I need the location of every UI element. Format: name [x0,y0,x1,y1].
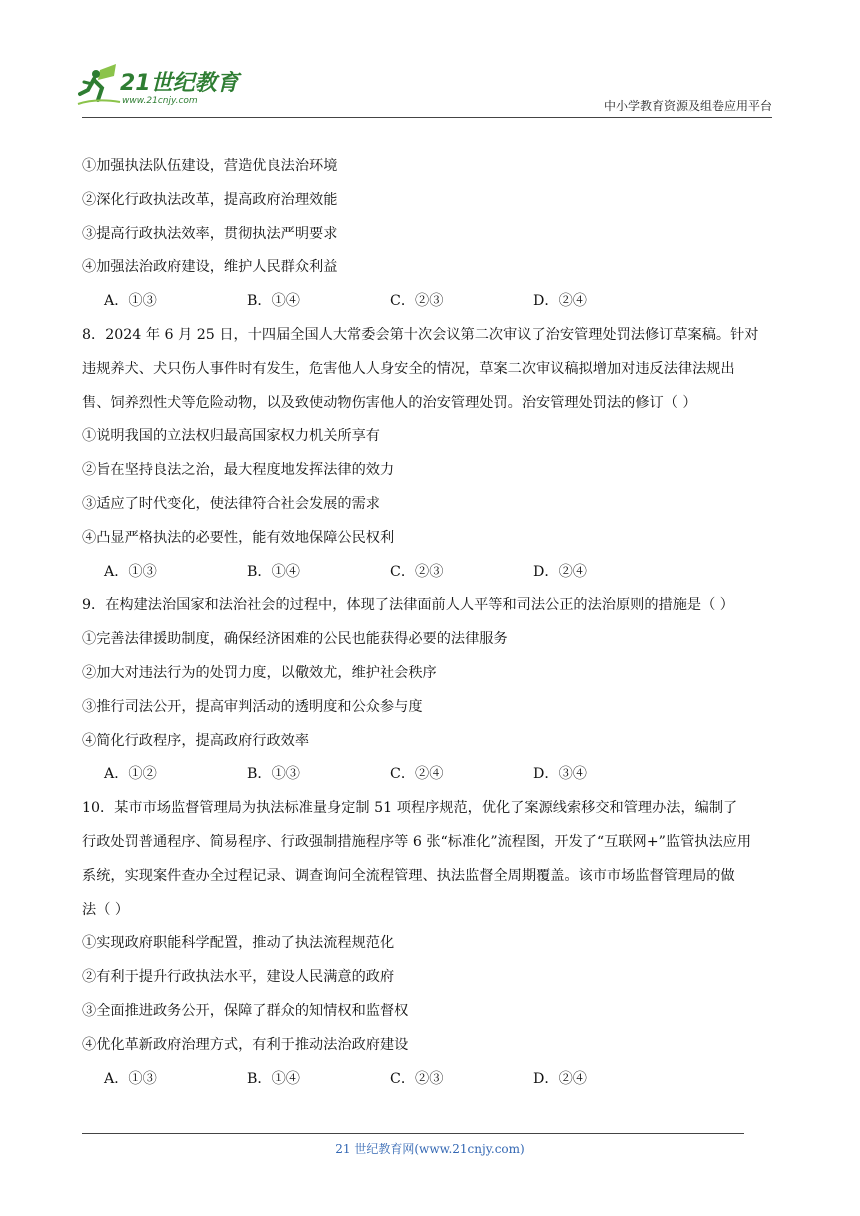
question-9-options [82,758,782,792]
question-9-stem-line-1: 9．在构建法治国家和法治社会的过程中，体现了法律面前人人平等和司法公正的法治原则的措施是（ ） [82,597,734,614]
option-c: C．②③ [390,1070,444,1087]
question-10-item-1: ①实现政府职能科学配置，推动了执法流程规范化 [82,935,395,952]
logo-text: 21世纪教育 [120,71,239,96]
question-8-block [82,319,782,589]
runner-logo-icon [76,64,122,108]
question-7-block [82,150,782,319]
question-9-item-2: ②加大对违法行为的处罚力度，以儆效尤，维护社会秩序 [82,664,437,681]
option-b: B．①④ [247,563,300,580]
option-c: C．②④ [390,766,444,783]
question-10-stem-line-1: 10．某市市场监督管理局为执法标准量身定制 51 项程序规范，优化了案源线索移交和管理办法，编制了 [82,800,738,817]
logo-url: www.21cnjy.com [122,96,198,106]
option-a: A．①③ [104,293,157,310]
question-8-stem-line-3: 售、饲养烈性犬等危险动物，以及致使动物伤害他人的治安管理处罚。治安管理处罚法的修订（ ） [82,394,697,411]
option-a: A．①② [104,766,157,783]
option-d: D．②④ [533,1070,587,1087]
option-b: B．①④ [247,293,300,310]
question-9-item-4: ④简化行政程序，提高政府行政效率 [82,732,310,749]
footer-divider [82,1133,744,1134]
question-10-item-2: ②有利于提升行政执法水平，建设人民满意的政府 [82,969,395,986]
question-content [82,150,782,1096]
question-10-block [82,792,782,1096]
question-8-item-1: ①说明我国的立法权归最高国家权力机关所享有 [82,428,380,445]
option-d: D．③④ [533,766,587,783]
question-10-item-3: ③全面推进政务公开，保障了群众的知情权和监督权 [82,1002,409,1019]
question-8-options [82,556,782,590]
option-d: D．②④ [533,293,587,310]
question-8-stem-line-2: 违规养犬、犬只伤人事件时有发生，危害他人人身安全的情况，草案二次审议稿拟增加对违反法律法规出 [82,360,735,377]
question-8-item-4: ④凸显严格执法的必要性，能有效地保障公民权利 [82,529,395,546]
question-9-block [82,589,782,792]
question-7-item-1: ①加强执法队伍建设，营造优良法治环境 [82,158,338,174]
question-10-item-4: ④优化革新政府治理方式，有利于推动法治政府建设 [82,1036,409,1053]
question-10-options [82,1063,782,1097]
question-7-item-2: ②深化行政执法改革，提高政府治理效能 [82,191,338,208]
platform-name: 中小学教育资源及组卷应用平台 [603,99,772,113]
page-header [0,0,860,120]
question-7-item-3: ③提高行政执法效率，贯彻执法严明要求 [82,225,338,242]
header-divider [82,117,772,118]
question-9-item-1: ①完善法律援助制度，确保经济困难的公民也能获得必要的法律服务 [82,631,508,648]
question-8-stem-line-1: 8．2024 年 6 月 25 日，十四届全国人大常委会第十次会议第二次审议了治安管理处罚法修订草案稿。针对 [82,326,759,343]
option-d: D．②④ [533,563,587,580]
logo [76,64,256,112]
option-c: C．②③ [390,293,444,310]
option-b: B．①③ [247,766,300,783]
option-a: A．①③ [104,1070,157,1087]
option-c: C．②③ [390,563,444,580]
footer-text: 21 世纪教育网(www.21cnjy.com) [335,1142,525,1156]
question-9-item-3: ③推行司法公开，提高审判活动的透明度和公众参与度 [82,698,423,715]
question-7-item-4: ④加强法治政府建设，维护人民群众利益 [82,259,338,276]
option-b: B．①④ [247,1070,300,1087]
question-10-stem-line-2: 行政处罚普通程序、简易程序、行政强制措施程序等 6 张“标准化”流程图，开发了“互联网+”监管执法应用 [82,833,752,850]
question-8-item-3: ③适应了时代变化，使法律符合社会发展的需求 [82,495,380,512]
option-a: A．①③ [104,563,157,580]
question-10-stem-line-3: 系统，实现案件查办全过程记录、调查询问全流程管理、执法监督全周期覆盖。该市市场监督管理局的做 [82,867,735,884]
question-10-stem-line-4: 法（ ） [82,901,130,918]
question-7-options [82,285,782,319]
question-8-item-2: ②旨在坚持良法之治，最大程度地发挥法律的效力 [82,462,395,479]
